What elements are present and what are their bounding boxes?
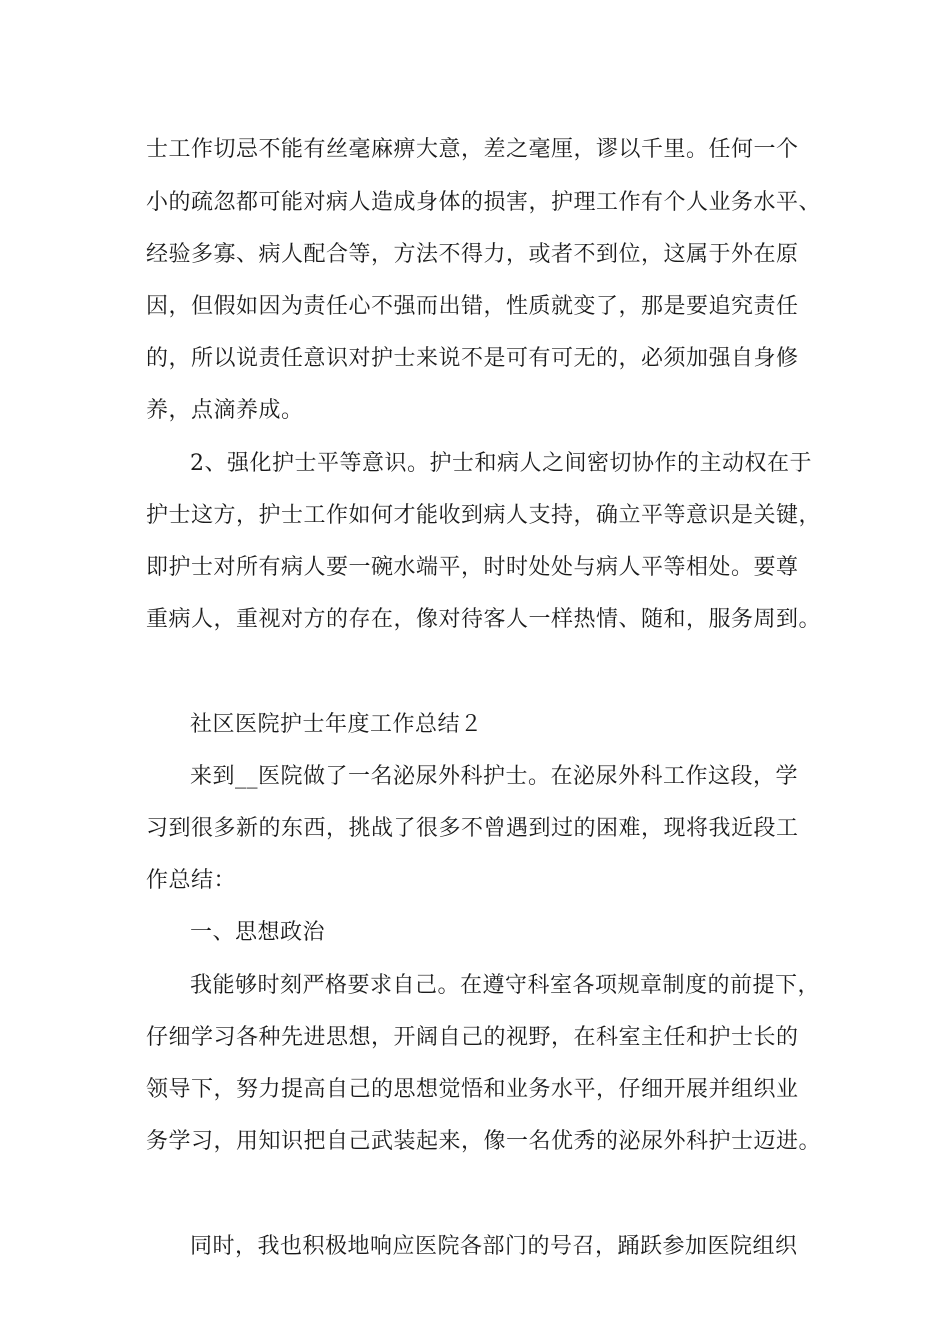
paragraph-line: 仔细学习各种先进思想，开阔自己的视野，在科室主任和护士长的 <box>146 1025 799 1050</box>
paragraph-line: 士工作切忌不能有丝毫麻痹大意，差之毫厘，谬以千里。任何一个 <box>146 137 799 162</box>
paragraph-line: 重病人，重视对方的存在，像对待客人一样热情、随和，服务周到。 <box>146 607 822 632</box>
paragraph-line: 护士这方，护士工作如何才能收到病人支持，确立平等意识是关键， <box>146 503 822 528</box>
paragraph-line: 即护士对所有病人要一碗水端平，时时处处与病人平等相处。要尊 <box>146 555 799 580</box>
paragraph-line: 经验多寡、病人配合等，方法不得力，或者不到位，这属于外在原 <box>146 242 799 267</box>
paragraph-line: 小的疏忽都可能对病人造成身体的损害，护理工作有个人业务水平、 <box>146 190 822 215</box>
paragraph-line: 务学习，用知识把自己武装起来，像一名优秀的泌尿外科护士迈进。 <box>146 1129 822 1154</box>
paragraph-line: 作总结： <box>146 868 237 893</box>
paragraph-line: 养，点滴养成。 <box>146 398 304 423</box>
paragraph-line: 因，但假如因为责任心不强而出错，性质就变了，那是要追究责任 <box>146 294 799 319</box>
paragraph-line: 领导下，努力提高自己的思想觉悟和业务水平，仔细开展并组织业 <box>146 1077 799 1102</box>
paragraph-line: 同时，我也积极地响应医院各部门的号召，踊跃参加医院组织 <box>190 1234 798 1259</box>
paragraph-line: 习到很多新的东西，挑战了很多不曾遇到过的困难，现将我近段工 <box>146 816 799 841</box>
section-title: 社区医院护士年度工作总结２ <box>190 712 483 737</box>
paragraph-line: 我能够时刻严格要求自己。在遵守科室各项规章制度的前提下， <box>190 973 821 998</box>
paragraph-line: 来到__医院做了一名泌尿外科护士。在泌尿外科工作这段，学 <box>190 764 799 789</box>
paragraph-line: 的，所以说责任意识对护士来说不是可有可无的，必须加强自身修 <box>146 346 799 371</box>
paragraph-line: 2、强化护士平等意识。护士和病人之间密切协作的主动权在于 <box>190 451 812 476</box>
section-heading: 一、思想政治 <box>190 920 326 945</box>
